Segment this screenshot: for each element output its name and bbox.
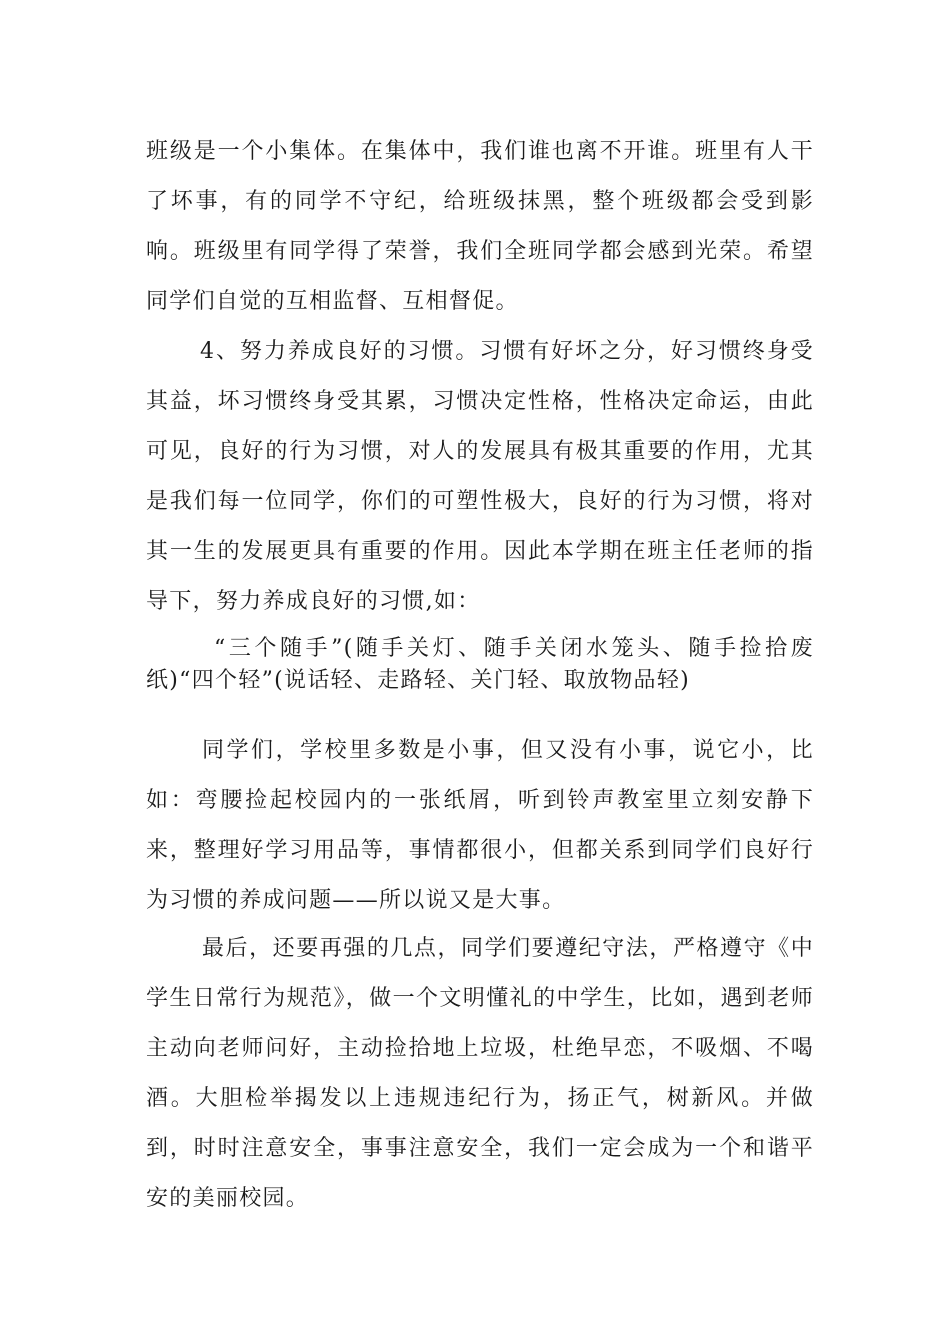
paragraph-class-collective: 班级是一个小集体。在集体中，我们谁也离不开谁。班里有人干了坏事，有的同学不守纪，给班级抹黑，整个班级都会受到影响。班级里有同学得了荣誉，我们全班同学都会感到光荣。希望同学们自觉的互相监督、互相督促。: [146, 139, 814, 314]
paragraph-small-things: 同学们，学校里多数是小事，但又没有小事，说它小，比如：弯腰捡起校园内的一张纸屑，听到铃声教室里立刻安静下来，整理好学习用品等，事情都很小，但都关系到同学们良好行为习惯的养成问题——所以说又是大事。: [146, 738, 814, 913]
paragraph-good-habits: 4、努力养成良好的习惯。习惯有好坏之分，好习惯终身受其益，坏习惯终身受其累，习惯决定性格，性格决定命运，由此可见，良好的行为习惯，对人的发展具有极其重要的作用，尤其是我们每一位同学，你们的可塑性极大，良好的行为习惯，将对其一生的发展更具有重要的作用。因此本学期在班主任老师的指导下，努力养成良好的习惯,如：: [146, 339, 814, 614]
paragraph-habit-examples: “三个随手”(随手关灯、随手关闭水笼头、随手捡拾废纸)“四个轻”(说话轻、走路轻、关门轻、取放物品轻): [146, 636, 814, 693]
paragraph-conclusion: 最后，还要再强的几点，同学们要遵纪守法，严格遵守《中学生日常行为规范》，做一个文明懂礼的中学生，比如，遇到老师主动向老师问好，主动捡拾地上垃圾，杜绝早恋，不吸烟、不喝酒。大胆检举揭发以上违规违纪行为，扬正气，树新风。并做到，时时注意安全，事事注意安全，我们一定会成为一个和谐平安的美丽校园。: [146, 936, 814, 1211]
